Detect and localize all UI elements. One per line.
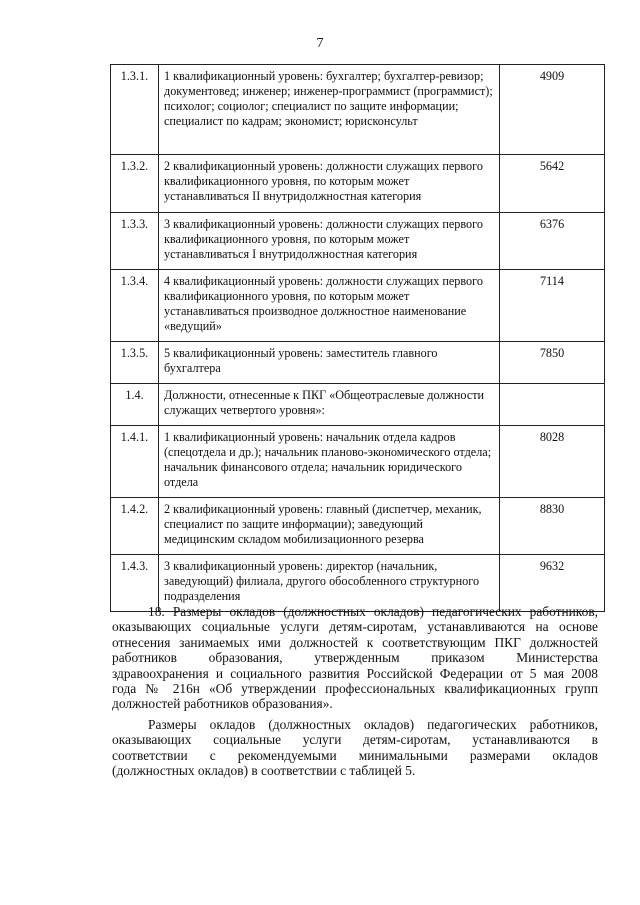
salary-table <box>110 64 605 612</box>
paragraph-line: должностей работников образования». <box>112 696 333 712</box>
table-row <box>111 498 605 555</box>
row-code: 1.3.5. <box>111 342 159 384</box>
row-code: 1.4.1. <box>111 426 159 498</box>
row-code: 1.3.2. <box>111 155 159 213</box>
row-salary-amount: 8830 <box>500 498 605 555</box>
table-row <box>111 65 605 155</box>
row-salary-amount: 7114 <box>500 270 605 342</box>
paragraph-line: работников образования, утвержденным приказом Министерства <box>112 650 598 666</box>
row-description: 4 квалификационный уровень: должности служащих первого квалификационного уровня, по которым может устанавливаться производное должностное наименование «ведущий» <box>159 270 500 342</box>
paragraph-line: отнесения занимаемых ими должностей к соответствующим ПКГ должностей <box>112 634 598 650</box>
table-row <box>111 270 605 342</box>
table-row <box>111 342 605 384</box>
paragraph-line: 18. Размеры окладов (должностных окладов) педагогических работников, <box>148 604 598 619</box>
row-code: 1.3.1. <box>111 65 159 155</box>
row-salary-amount: 4909 <box>500 65 605 155</box>
table-row <box>111 555 605 612</box>
paragraph-line: оказывающих социальные услуги детям-сиротам, устанавливаются в <box>112 732 598 748</box>
row-description: 3 квалификационный уровень: должности служащих первого квалификационного уровня, по которым может устанавливаться I внутридолжностная категория <box>159 213 500 270</box>
paragraph-line: оказывающих социальные услуги детям-сиротам, устанавливаются на основе <box>112 619 598 635</box>
row-code: 1.3.4. <box>111 270 159 342</box>
row-salary-amount <box>500 384 605 426</box>
row-salary-amount: 7850 <box>500 342 605 384</box>
row-code: 1.3.3. <box>111 213 159 270</box>
paragraph-line: Размеры окладов (должностных окладов) педагогических работников, <box>148 717 598 732</box>
page-number: 7 <box>316 36 324 51</box>
row-code: 1.4. <box>111 384 159 426</box>
row-salary-amount: 8028 <box>500 426 605 498</box>
row-description: 1 квалификационный уровень: бухгалтер; бухгалтер-ревизор; документовед; инженер; инженер-программист (программист); психолог; социолог; специалист по защите информации; специалист по кадрам; экономист; юрисконсульт <box>159 65 500 155</box>
paragraph-table5-reference <box>112 717 598 779</box>
row-salary-amount: 5642 <box>500 155 605 213</box>
row-salary-amount: 9632 <box>500 555 605 612</box>
row-description: 2 квалификационный уровень: должности служащих первого квалификационного уровня, по которым может устанавливаться II внутридолжностная категория <box>159 155 500 213</box>
paragraph-line: соответствии с рекомендуемыми минимальными размерами окладов <box>112 747 598 763</box>
table-row <box>111 426 605 498</box>
table-row <box>111 384 605 426</box>
paragraph-line: здравоохранения и социального развития Российской Федерации от 5 мая 2008 <box>112 665 598 681</box>
row-code: 1.4.2. <box>111 498 159 555</box>
row-description: 3 квалификационный уровень: директор (начальник, заведующий) филиала, другого обособленного структурного подразделения <box>159 555 500 612</box>
row-description: 1 квалификационный уровень: начальник отдела кадров (спецотдела и др.); начальник планово-экономического отдела; начальник финансового отдела; начальник юридического отдела <box>159 426 500 498</box>
row-salary-amount: 6376 <box>500 213 605 270</box>
paragraph-line: года № 216н «Об утверждении профессиональных квалификационных групп <box>112 681 598 697</box>
paragraph-18 <box>112 604 598 712</box>
row-description: 5 квалификационный уровень: заместитель главного бухгалтера <box>159 342 500 384</box>
row-description: 2 квалификационный уровень: главный (диспетчер, механик, специалист по защите информации); заведующий медицинским складом мобилизационного резерва <box>159 498 500 555</box>
table-row <box>111 155 605 213</box>
row-description: Должности, отнесенные к ПКГ «Общеотраслевые должности служащих четвертого уровня»: <box>159 384 500 426</box>
paragraph-line: (должностных окладов) в соответствии с таблицей 5. <box>112 763 416 779</box>
table-row <box>111 213 605 270</box>
row-code: 1.4.3. <box>111 555 159 612</box>
